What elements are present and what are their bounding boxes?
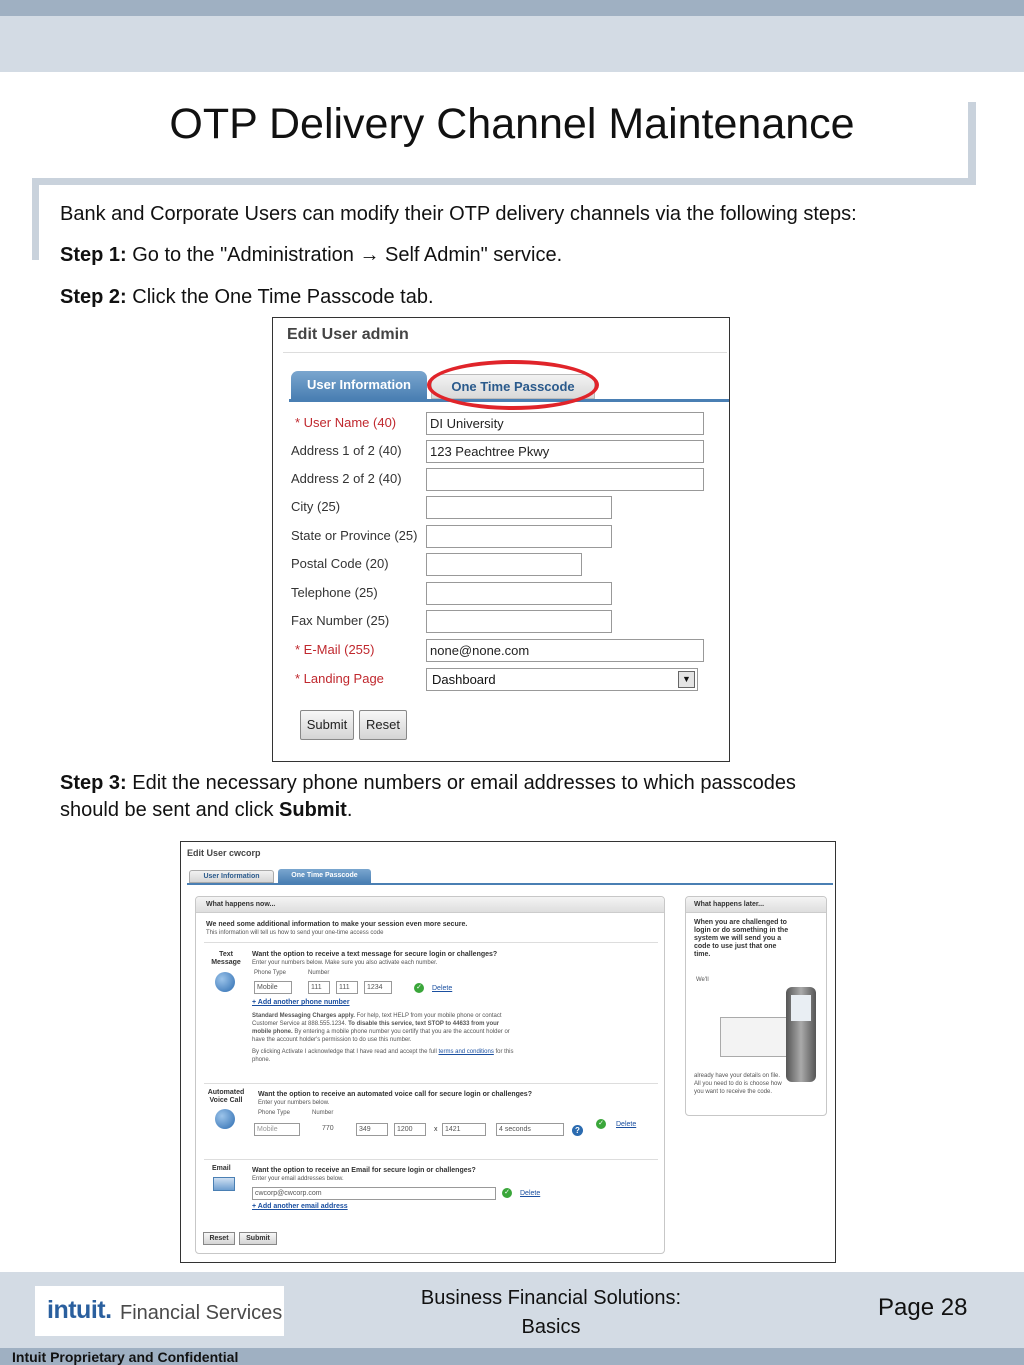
postal-code-input[interactable] <box>426 553 582 576</box>
voice-call-label: Automated Voice Call <box>207 1089 245 1104</box>
page-number: Page 28 <box>878 1294 968 1321</box>
reset-button[interactable]: Reset <box>359 710 407 740</box>
reset-button[interactable]: Reset <box>203 1232 235 1245</box>
address-1-input[interactable]: 123 Peachtree Pkwy <box>426 440 704 463</box>
field-label: Telephone (25) <box>291 585 378 600</box>
field-label: Fax Number (25) <box>291 613 390 628</box>
field-email <box>291 639 731 663</box>
step-1-label: Step 1: <box>60 244 127 266</box>
tab-one-time-passcode[interactable]: One Time Passcode <box>278 869 371 883</box>
logo-text: Financial Services <box>120 1302 283 1324</box>
field-label: * E-Mail (255) <box>295 642 375 657</box>
check-icon: ✓ <box>502 1188 512 1198</box>
charges-bold-2: To disable this service, text STOP to 44633 from your <box>348 1021 500 1027</box>
col-number: Number <box>312 1110 334 1116</box>
voice-phone-type-select[interactable]: Mobile <box>254 1123 300 1136</box>
charges-bold-3: mobile phone. <box>252 1029 293 1035</box>
intuit-logo <box>35 1286 284 1336</box>
step-3-end: . <box>346 799 353 821</box>
side-well: We'll <box>696 977 709 983</box>
voice-number-3[interactable]: 1200 <box>394 1123 426 1136</box>
city-input[interactable] <box>426 496 612 519</box>
voice-number-1[interactable]: 770 <box>320 1123 350 1136</box>
col-phone-type: Phone Type <box>258 1110 290 1116</box>
divider <box>204 942 658 943</box>
voice-subtext: Enter your numbers below. <box>258 1100 330 1106</box>
voice-number-2[interactable]: 349 <box>356 1123 388 1136</box>
user-name-input[interactable]: DI University <box>426 412 704 435</box>
panel-title: What happens now... <box>206 901 276 908</box>
text-subtext: Enter your numbers below. Make sure you also activate each number. <box>252 960 438 966</box>
field-address-2 <box>291 468 731 492</box>
step-3 <box>60 770 796 824</box>
field-state <box>291 525 731 549</box>
top-band <box>0 16 1024 72</box>
voice-delete-link[interactable]: Delete <box>616 1121 637 1128</box>
voice-wait-select[interactable]: 4 seconds <box>496 1123 564 1136</box>
col-phone-type: Phone Type <box>254 970 286 976</box>
email-icon <box>213 1177 235 1191</box>
field-label: Address 1 of 2 (40) <box>291 443 402 458</box>
page-title: OTP Delivery Channel Maintenance <box>169 100 855 148</box>
step-3-label: Step 3: <box>60 772 127 794</box>
charges-line-3 <box>252 1029 510 1035</box>
field-label: * User Name (40) <box>295 415 397 430</box>
text-number-1[interactable]: 111 <box>308 981 330 994</box>
logo-brand: intuit. <box>47 1296 112 1324</box>
side-title: What happens later... <box>694 901 765 908</box>
activate-text-1: By clicking Activate I acknowledge that I have read and accept the full <box>252 1049 437 1055</box>
email-subtext: Enter your email addresses below. <box>252 1176 344 1182</box>
field-address-1 <box>291 440 731 464</box>
edit-user-header: Edit User admin <box>287 326 409 343</box>
what-happens-later-panel <box>685 896 827 1116</box>
charges-bold: Standard Messaging Charges apply. <box>252 1013 355 1019</box>
side-body-5: time. <box>694 951 711 958</box>
step-2-label: Step 2: <box>60 286 127 308</box>
panel-subtext: This information will tell us how to send your one-time access code <box>206 930 384 936</box>
side-body-2: login or do something in the <box>694 927 789 934</box>
side-body-4: code to use just that one <box>694 943 777 950</box>
email-delete-link[interactable]: Delete <box>520 1190 541 1197</box>
activate-line-1 <box>252 1049 514 1055</box>
voice-call-icon <box>215 1109 235 1129</box>
activate-text-2: for this <box>495 1049 514 1055</box>
voice-extension[interactable]: 1421 <box>442 1123 486 1136</box>
field-user-name <box>291 412 731 436</box>
phone-screen <box>791 995 811 1021</box>
field-label: Address 2 of 2 (40) <box>291 471 402 486</box>
charges-line-4: have the account holder's permission to do use this number. <box>252 1037 412 1043</box>
add-email-link[interactable]: + Add another email address <box>252 1203 348 1210</box>
dropdown-arrow-icon[interactable]: ▼ <box>678 671 695 688</box>
login-illustration <box>720 1017 790 1057</box>
email-address-input[interactable]: cwcorp@cwcorp.com <box>252 1187 496 1200</box>
edit-user-otp-screenshot <box>180 841 836 1263</box>
text-message-label: Text Message <box>211 951 241 966</box>
field-label: * Landing Page <box>295 671 384 686</box>
charges-text-1: For help, text HELP from your mobile phone or contact <box>356 1013 502 1019</box>
panel-heading: We need some additional information to make your session even more secure. <box>206 921 468 928</box>
field-postal-code <box>291 553 731 577</box>
state-input[interactable] <box>426 525 612 548</box>
help-icon[interactable]: ? <box>572 1125 583 1136</box>
email-input[interactable]: none@none.com <box>426 639 704 662</box>
side-body-1: When you are challenged to <box>694 919 787 926</box>
side-foot-2: All you need to do is choose how <box>694 1081 782 1087</box>
voice-question: Want the option to receive an automated voice call for secure login or challenges? <box>258 1091 532 1098</box>
step-2-text: Click the One Time Passcode tab. <box>126 286 434 308</box>
step-2 <box>60 284 434 311</box>
step-3-submit-word: Submit <box>279 799 347 821</box>
step-3-text-2: should be sent and click <box>60 799 280 821</box>
charges-line-2 <box>252 1021 499 1027</box>
tab-user-information[interactable]: User Information <box>291 371 427 399</box>
side-foot-3: you want to receive the code. <box>694 1089 773 1095</box>
step-1-text: Go to the "Administration → Self Admin" service. <box>126 244 563 266</box>
divider <box>204 1083 658 1084</box>
highlight-circle <box>427 360 599 410</box>
check-icon: ✓ <box>596 1119 606 1129</box>
charges-text-3: By entering a mobile phone number you certify that you are the account holder or <box>294 1029 510 1035</box>
intro-text: Bank and Corporate Users can modify their OTP delivery channels via the following steps: <box>60 203 857 225</box>
activate-line-2: phone. <box>252 1057 271 1063</box>
landing-page-value: Dashboard <box>432 672 496 687</box>
voice-ext-x: x <box>434 1126 438 1133</box>
col-number: Number <box>308 970 330 976</box>
text-number-2[interactable]: 111 <box>336 981 358 994</box>
text-question: Want the option to receive a text message for secure login or challenges? <box>252 951 498 958</box>
submit-button[interactable]: Submit <box>239 1232 277 1245</box>
address-2-input[interactable] <box>426 468 704 491</box>
step-1 <box>60 242 562 269</box>
field-landing-page <box>291 668 731 692</box>
phone-illustration <box>786 987 816 1082</box>
title-frame-left <box>32 178 39 260</box>
tab-user-information[interactable]: User Information <box>189 870 274 883</box>
title-frame-bottom <box>32 178 976 185</box>
footer-course-title <box>390 1284 712 1342</box>
field-label: Postal Code (20) <box>291 556 389 571</box>
text-phone-type-select[interactable]: Mobile <box>254 981 292 994</box>
charges-text-2: Customer Service at 888.555.1234. <box>252 1021 347 1027</box>
step-3-text: Edit the necessary phone numbers or email addresses to which passcodes <box>126 772 796 794</box>
edit-user-header: Edit User cwcorp <box>187 848 261 858</box>
side-foot-1: already have your details on file. <box>694 1073 781 1079</box>
email-label: Email <box>212 1165 231 1172</box>
charges-line-1 <box>252 1013 502 1019</box>
what-happens-now-panel <box>195 896 665 1254</box>
field-city <box>291 496 731 520</box>
telephone-input[interactable] <box>426 582 612 605</box>
add-phone-link[interactable]: + Add another phone number <box>252 999 350 1006</box>
side-body-3: system we will send you a <box>694 935 782 942</box>
footer-line-2: Basics <box>521 1316 581 1338</box>
divider <box>204 1159 658 1160</box>
field-label: City (25) <box>291 499 341 514</box>
text-number-3[interactable]: 1234 <box>364 981 392 994</box>
field-telephone <box>291 582 731 606</box>
tab-underline <box>187 883 833 885</box>
fax-input[interactable] <box>426 610 612 633</box>
field-fax <box>291 610 731 634</box>
submit-button[interactable]: Submit <box>300 710 354 740</box>
tab-one-time-passcode[interactable]: One Time Passcode <box>431 374 595 399</box>
field-label: State or Province (25) <box>291 528 418 543</box>
terms-link[interactable]: terms and conditions <box>438 1049 494 1055</box>
text-message-icon <box>215 972 235 992</box>
footer-line-1: Business Financial Solutions: <box>420 1287 682 1309</box>
email-question: Want the option to receive an Email for secure login or challenges? <box>252 1167 476 1174</box>
landing-page-select[interactable] <box>426 668 698 691</box>
edit-user-admin-screenshot <box>272 317 730 762</box>
confidential-notice: Intuit Proprietary and Confidential <box>12 1349 239 1365</box>
check-icon: ✓ <box>414 983 424 993</box>
top-accent-bar <box>0 0 1024 16</box>
header-divider <box>283 352 727 353</box>
text-delete-link[interactable]: Delete <box>432 985 453 992</box>
